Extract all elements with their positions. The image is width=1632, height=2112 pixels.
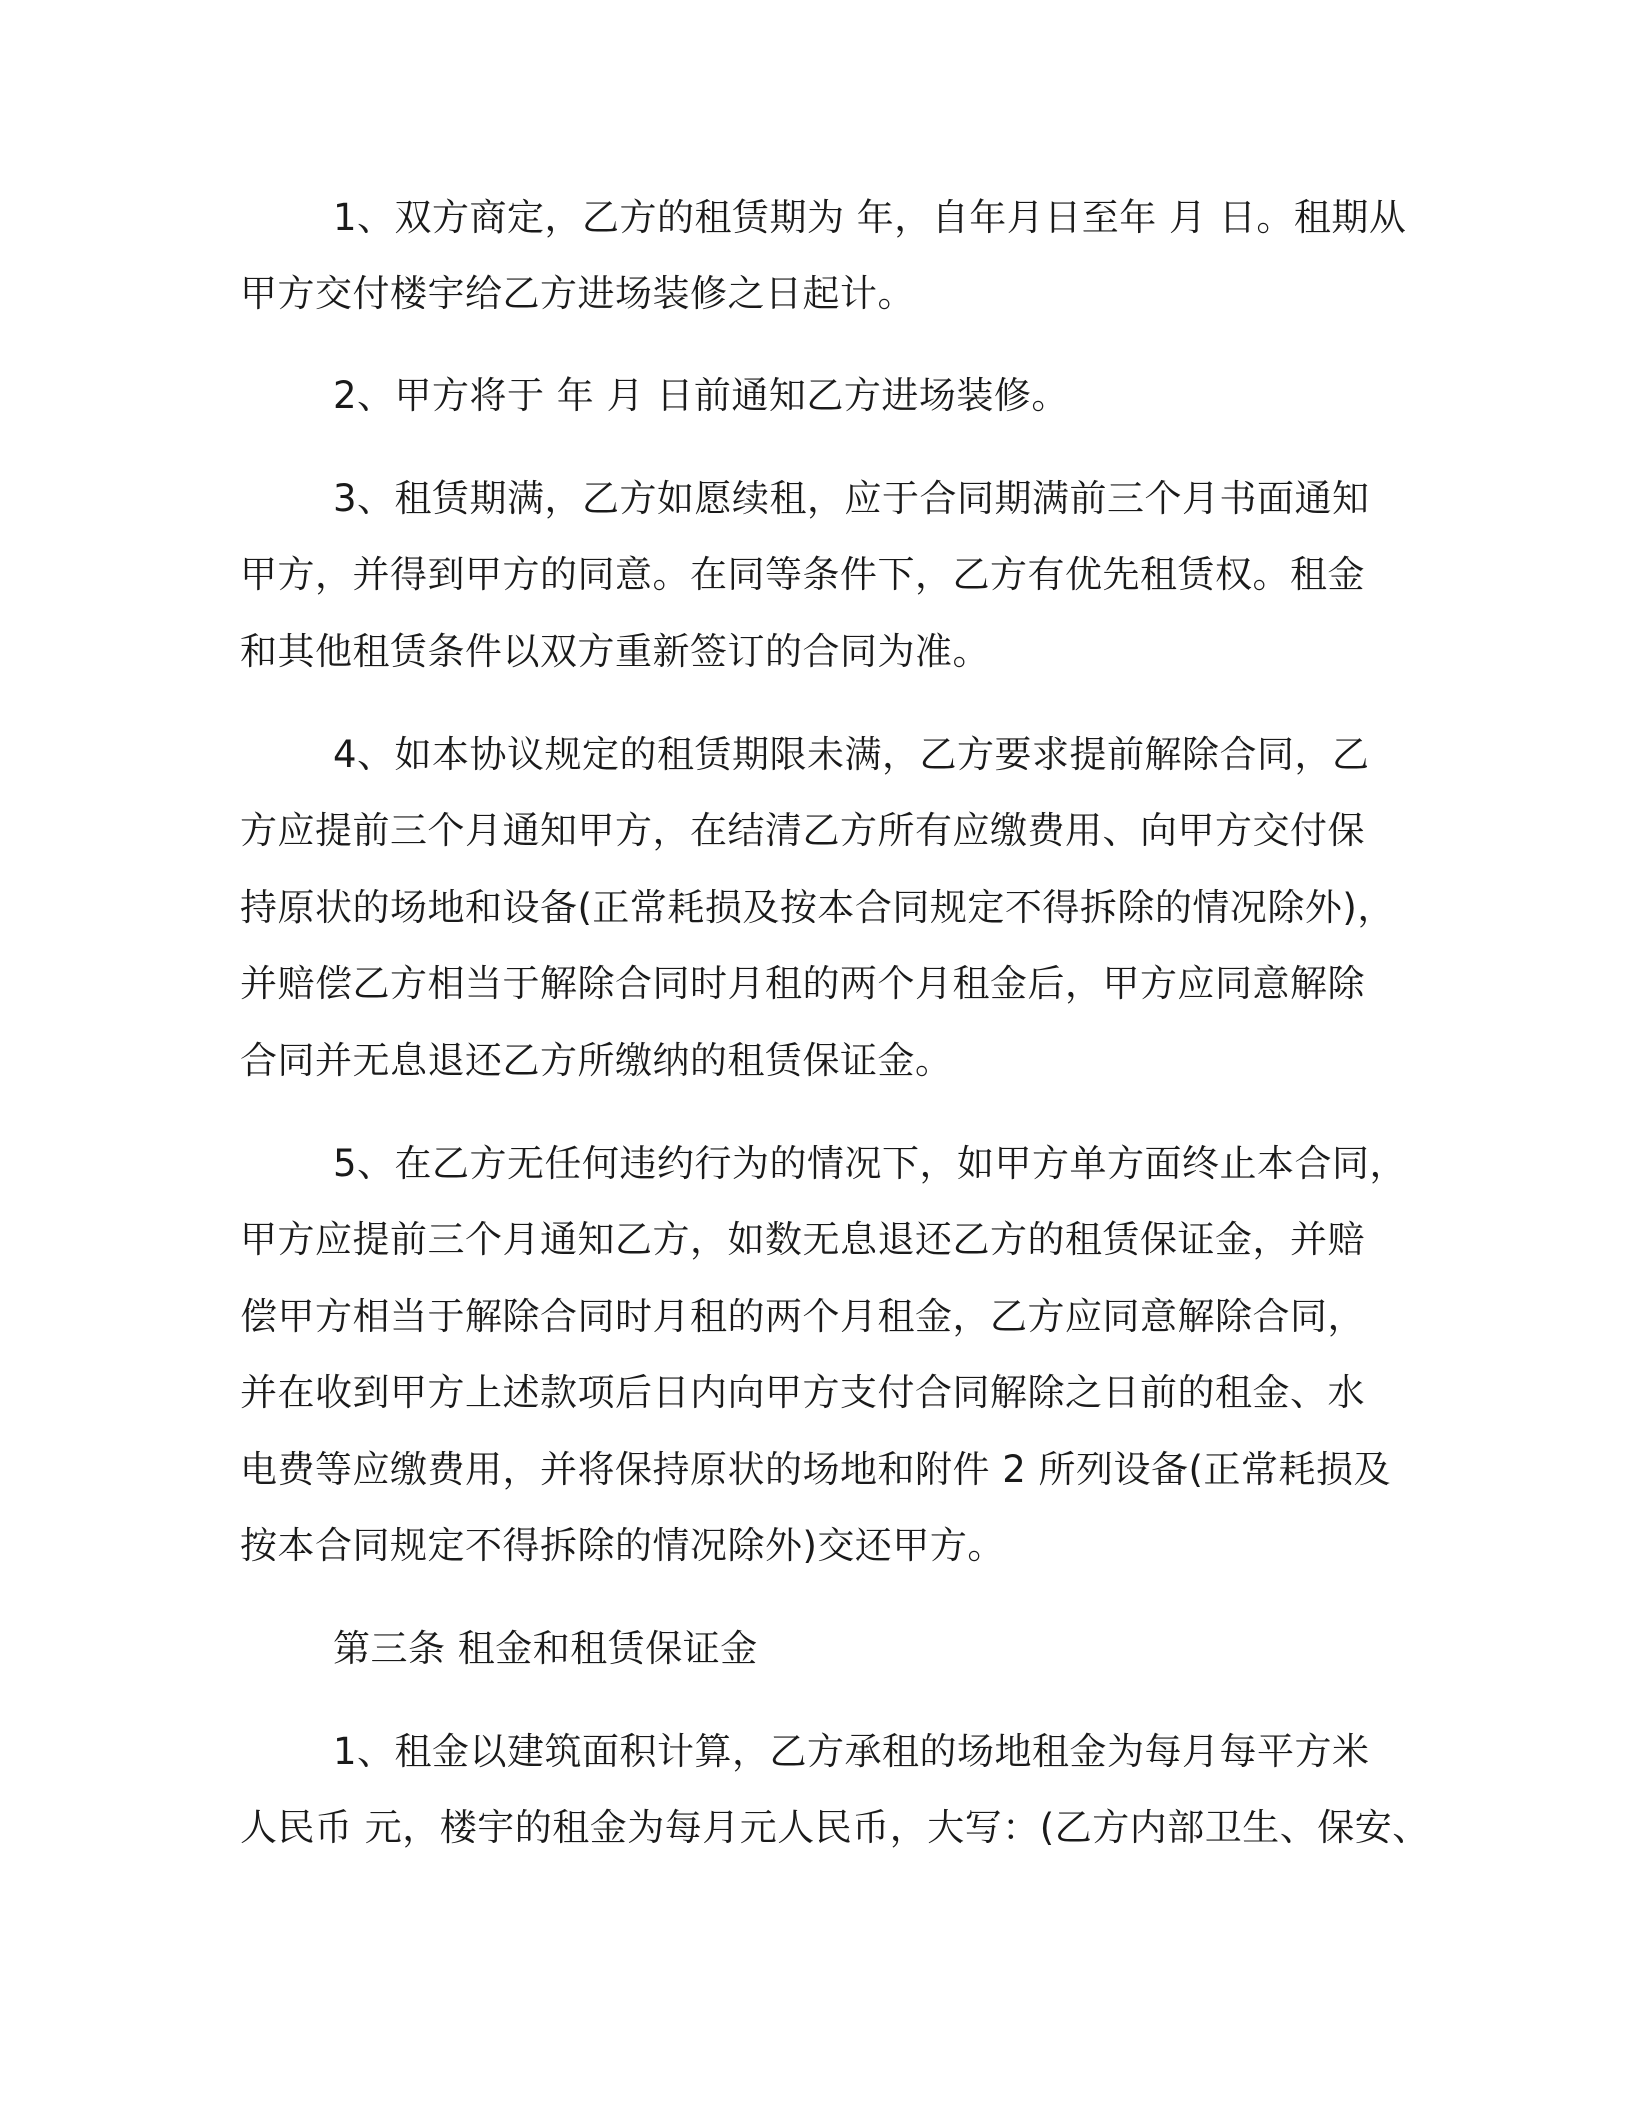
- clause-1-line-1: 1、双方商定，乙方的租赁期为 年，自年月日至年 月 日。租期从: [333, 196, 1407, 239]
- section-heading: 第三条 租金和租赁保证金: [333, 1627, 758, 1670]
- clause-4-line-3: 持原状的场地和设备(正常耗损及按本合同规定不得拆除的情况除外)，: [240, 886, 1395, 929]
- clause-4-line-5: 合同并无息退还乙方所缴纳的租赁保证金。: [240, 1039, 953, 1082]
- rent-clause-1-line-1: 1、租金以建筑面积计算，乙方承租的场地租金为每月每平方米: [333, 1730, 1370, 1773]
- clause-5-line-1: 5、在乙方无任何违约行为的情况下，如甲方单方面终止本合同，: [333, 1142, 1408, 1185]
- clause-3-line-2: 甲方，并得到甲方的同意。在同等条件下，乙方有优先租赁权。租金: [240, 553, 1365, 596]
- clause-3-line-1: 3、租赁期满，乙方如愿续租，应于合同期满前三个月书面通知: [333, 477, 1370, 520]
- clause-1-line-2: 甲方交付楼宇给乙方进场装修之日起计。: [240, 272, 915, 315]
- clause-3-line-3: 和其他租赁条件以双方重新签订的合同为准。: [240, 630, 990, 673]
- clause-4-line-1: 4、如本协议规定的租赁期限未满，乙方要求提前解除合同，乙: [333, 733, 1370, 776]
- clause-5-line-6: 按本合同规定不得拆除的情况除外)交还甲方。: [240, 1524, 1005, 1567]
- clause-4-line-2: 方应提前三个月通知甲方，在结清乙方所有应缴费用、向甲方交付保: [240, 809, 1365, 852]
- clause-5-line-3: 偿甲方相当于解除合同时月租的两个月租金，乙方应同意解除合同，: [240, 1295, 1365, 1338]
- clause-4-line-4: 并赔偿乙方相当于解除合同时月租的两个月租金后，甲方应同意解除: [240, 962, 1365, 1005]
- clause-5-line-5: 电费等应缴费用，并将保持原状的场地和附件 2 所列设备(正常耗损及: [240, 1448, 1391, 1491]
- rent-clause-1-line-2: 人民币 元，楼宇的租金为每月元人民币，大写：(乙方内部卫生、保安、: [240, 1806, 1430, 1849]
- clause-5-line-4: 并在收到甲方上述款项后日内向甲方支付合同解除之日前的租金、水: [240, 1371, 1365, 1414]
- clause-2-line-1: 2、甲方将于 年 月 日前通知乙方进场装修。: [333, 374, 1069, 417]
- clause-5-line-2: 甲方应提前三个月通知乙方，如数无息退还乙方的租赁保证金，并赔: [240, 1218, 1365, 1261]
